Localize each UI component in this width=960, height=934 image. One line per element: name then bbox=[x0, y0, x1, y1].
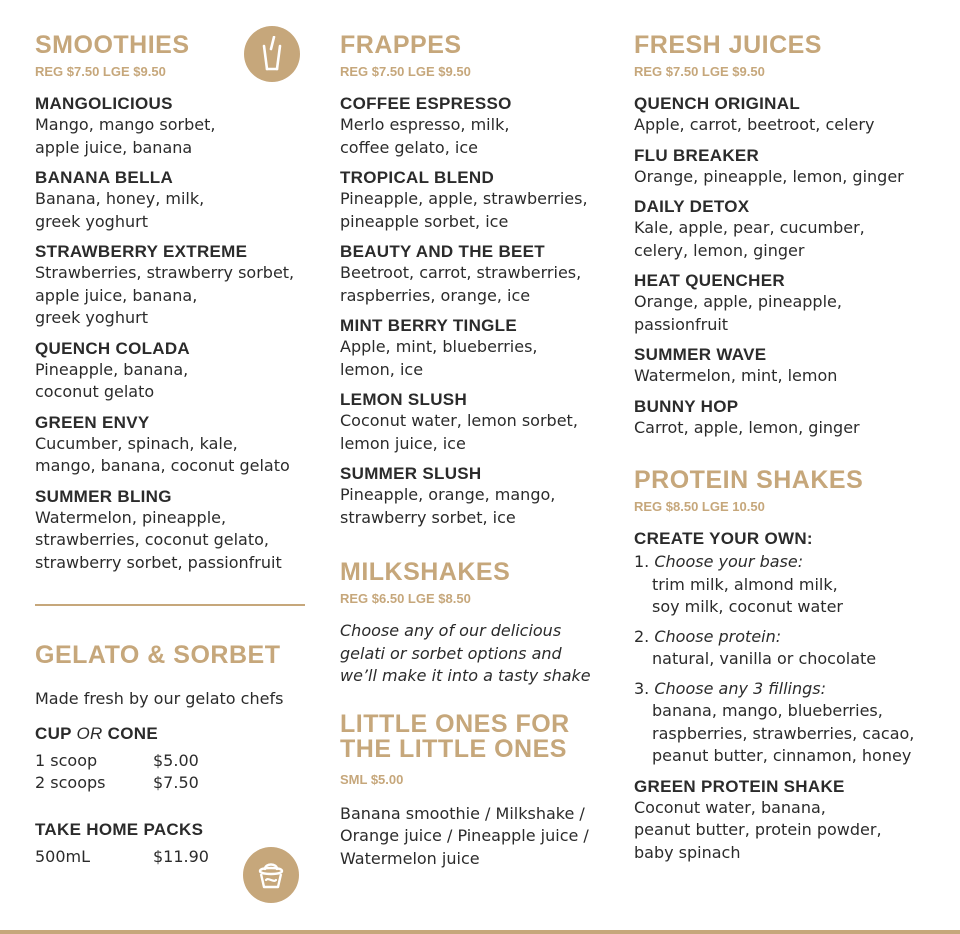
step-label: Choose protein: bbox=[654, 626, 782, 646]
section-title: FRAPPES bbox=[340, 31, 462, 59]
item-desc: Carrot, apple, lemon, ginger bbox=[634, 417, 860, 437]
section-divider bbox=[35, 604, 305, 606]
item-desc: Beetroot, carrot, strawberries, raspberries, orange, ice bbox=[340, 263, 582, 305]
column-middle bbox=[340, 28, 610, 870]
menu-list bbox=[340, 93, 610, 529]
item-name: GREEN ENVY bbox=[35, 412, 150, 432]
step-number: 1. bbox=[634, 552, 650, 571]
price-row-label: 500mL bbox=[35, 846, 91, 866]
smoothie-cup-icon bbox=[257, 36, 287, 72]
item-name: HEAT QUENCHER bbox=[634, 271, 785, 290]
gelato-tub-icon bbox=[254, 858, 288, 892]
menu-item bbox=[634, 776, 944, 865]
protein-step bbox=[634, 626, 944, 671]
item-desc: Coconut water, banana, peanut butter, protein powder, baby spinach bbox=[634, 797, 882, 862]
step-number: 2. bbox=[634, 626, 650, 646]
column-left bbox=[35, 28, 310, 868]
item-desc: Orange, apple, pineapple, passionfruit bbox=[634, 292, 842, 334]
price-row-value: $11.90 bbox=[153, 846, 209, 866]
cup-or-cone-heading bbox=[35, 723, 310, 744]
item-desc: Apple, mint, blueberries, lemon, ice bbox=[340, 337, 538, 379]
cone-label: CONE bbox=[107, 723, 158, 743]
menu-item bbox=[340, 93, 610, 159]
item-desc: Coconut water, lemon sorbet, lemon juice, ice bbox=[340, 411, 578, 453]
protein-shakes-section bbox=[634, 465, 944, 864]
item-name: MINT BERRY TINGLE bbox=[340, 316, 517, 335]
section-price: REG $6.50 LGE $8.50 bbox=[340, 591, 471, 606]
milkshakes-section bbox=[340, 557, 610, 688]
gelato-tub-badge bbox=[243, 847, 299, 903]
price-row-label: 1 scoop bbox=[35, 750, 98, 770]
item-desc: Apple, carrot, beetroot, celery bbox=[634, 115, 875, 134]
step-desc: banana, mango, blueberries, raspberries, strawberries, cacao, peanut butter, cinnamon, honey bbox=[652, 701, 915, 765]
menu-item bbox=[340, 389, 610, 455]
price-row-label: 2 scoops bbox=[35, 773, 106, 792]
gelato-section bbox=[35, 640, 310, 868]
menu-item bbox=[35, 167, 310, 233]
protein-steps bbox=[634, 551, 944, 768]
price-row bbox=[35, 750, 310, 773]
price-row bbox=[35, 772, 310, 795]
item-name: GREEN PROTEIN SHAKE bbox=[634, 776, 845, 796]
section-title: GELATO & SORBET bbox=[35, 641, 281, 669]
step-number: 3. bbox=[634, 678, 650, 698]
item-desc: Pineapple, apple, strawberries, pineapple sorbet, ice bbox=[340, 189, 588, 231]
item-desc: Cucumber, spinach, kale, mango, banana, coconut gelato bbox=[35, 433, 290, 475]
item-desc: Kale, apple, pear, cucumber, celery, lemon, ginger bbox=[634, 218, 865, 260]
item-desc: Pineapple, banana, coconut gelato bbox=[35, 359, 189, 401]
frappes-section bbox=[340, 30, 610, 529]
item-desc: Orange, pineapple, lemon, ginger bbox=[634, 166, 904, 186]
little-ones-section bbox=[340, 709, 610, 871]
item-desc: Strawberries, strawberry sorbet, apple juice, banana, greek yoghurt bbox=[35, 263, 295, 327]
section-title: PROTEIN SHAKES bbox=[634, 466, 864, 494]
item-desc: Watermelon, mint, lemon bbox=[634, 366, 838, 385]
protein-step bbox=[634, 551, 944, 619]
item-name: BANANA BELLA bbox=[35, 168, 174, 187]
protein-step bbox=[634, 678, 944, 768]
menu-item bbox=[35, 486, 310, 575]
section-price: REG $7.50 LGE $9.50 bbox=[340, 64, 471, 79]
item-name: BEAUTY AND THE BEET bbox=[340, 242, 545, 261]
section-price: REG $7.50 LGE $9.50 bbox=[634, 64, 765, 79]
menu-item bbox=[634, 344, 944, 388]
price-row-value: $7.50 bbox=[153, 773, 199, 792]
menu-item bbox=[340, 241, 610, 307]
item-name: QUENCH COLADA bbox=[35, 338, 191, 358]
item-name: DAILY DETOX bbox=[634, 197, 750, 216]
menu-item bbox=[634, 196, 944, 262]
item-name: SUMMER BLING bbox=[35, 486, 172, 506]
column-right bbox=[634, 28, 944, 872]
section-price: SML $5.00 bbox=[340, 771, 404, 787]
menu-list bbox=[634, 93, 944, 439]
menu-item bbox=[634, 270, 944, 336]
step-desc: trim milk, almond milk, soy milk, coconut water bbox=[652, 574, 843, 616]
menu-item bbox=[35, 412, 310, 478]
item-desc: Pineapple, orange, mango, strawberry sorbet, ice bbox=[340, 485, 556, 527]
item-name: MANGOLICIOUS bbox=[35, 94, 173, 113]
item-name: TROPICAL BLEND bbox=[340, 168, 495, 187]
create-your-own-title: CREATE YOUR OWN: bbox=[634, 529, 813, 548]
little-ones-description: Banana smoothie / Milkshake / Orange juice / Pineapple juice / Watermelon juice bbox=[340, 803, 589, 868]
item-name: COFFEE ESPRESSO bbox=[340, 94, 512, 113]
menu-item bbox=[634, 145, 944, 189]
menu-item bbox=[340, 315, 610, 381]
take-home-title: TAKE HOME PACKS bbox=[35, 819, 204, 839]
menu-item bbox=[634, 93, 944, 137]
step-label: Choose any 3 fillings: bbox=[654, 678, 826, 698]
item-desc: Merlo espresso, milk, coffee gelato, ice bbox=[340, 115, 510, 157]
item-name: SUMMER WAVE bbox=[634, 345, 767, 364]
section-price: REG $7.50 LGE $9.50 bbox=[35, 64, 166, 79]
item-desc: Watermelon, pineapple, strawberries, coconut gelato, strawberry sorbet, passionfruit bbox=[35, 507, 282, 572]
section-title: LITTLE ONES FOR THE LITTLE ONES bbox=[340, 709, 570, 763]
item-name: QUENCH ORIGINAL bbox=[634, 94, 800, 113]
item-name: STRAWBERRY EXTREME bbox=[35, 242, 248, 261]
item-name: SUMMER SLUSH bbox=[340, 464, 482, 483]
price-row-value: $5.00 bbox=[153, 750, 199, 770]
menu-item bbox=[340, 167, 610, 233]
fresh-juices-section bbox=[634, 30, 944, 439]
step-desc: natural, vanilla or chocolate bbox=[652, 649, 877, 668]
item-name: BUNNY HOP bbox=[634, 396, 739, 416]
section-title: MILKSHAKES bbox=[340, 558, 511, 586]
section-title: SMOOTHIES bbox=[35, 31, 190, 59]
menu-list bbox=[35, 93, 310, 574]
smoothies-section bbox=[35, 30, 310, 574]
footer-rule bbox=[0, 930, 960, 934]
section-title: FRESH JUICES bbox=[634, 31, 822, 59]
cup-label: CUP bbox=[35, 723, 72, 743]
smoothie-cup-badge bbox=[244, 26, 300, 82]
menu-item bbox=[340, 463, 610, 529]
menu-item bbox=[35, 338, 310, 404]
section-price: REG $8.50 LGE 10.50 bbox=[634, 499, 765, 514]
item-name: LEMON SLUSH bbox=[340, 390, 468, 409]
or-label: OR bbox=[76, 723, 103, 743]
item-desc: Banana, honey, milk, greek yoghurt bbox=[35, 189, 205, 231]
gelato-intro: Made fresh by our gelato chefs bbox=[35, 689, 284, 708]
item-name: FLU BREAKER bbox=[634, 145, 760, 165]
menu-item bbox=[634, 396, 944, 440]
menu-item bbox=[35, 241, 310, 330]
menu-item bbox=[35, 93, 310, 159]
step-label: Choose your base: bbox=[654, 552, 804, 571]
item-desc: Mango, mango sorbet, apple juice, banana bbox=[35, 115, 216, 157]
milkshakes-description: Choose any of our delicious gelati or sorbet options and we’ll make it into a tasty shake bbox=[340, 621, 591, 685]
